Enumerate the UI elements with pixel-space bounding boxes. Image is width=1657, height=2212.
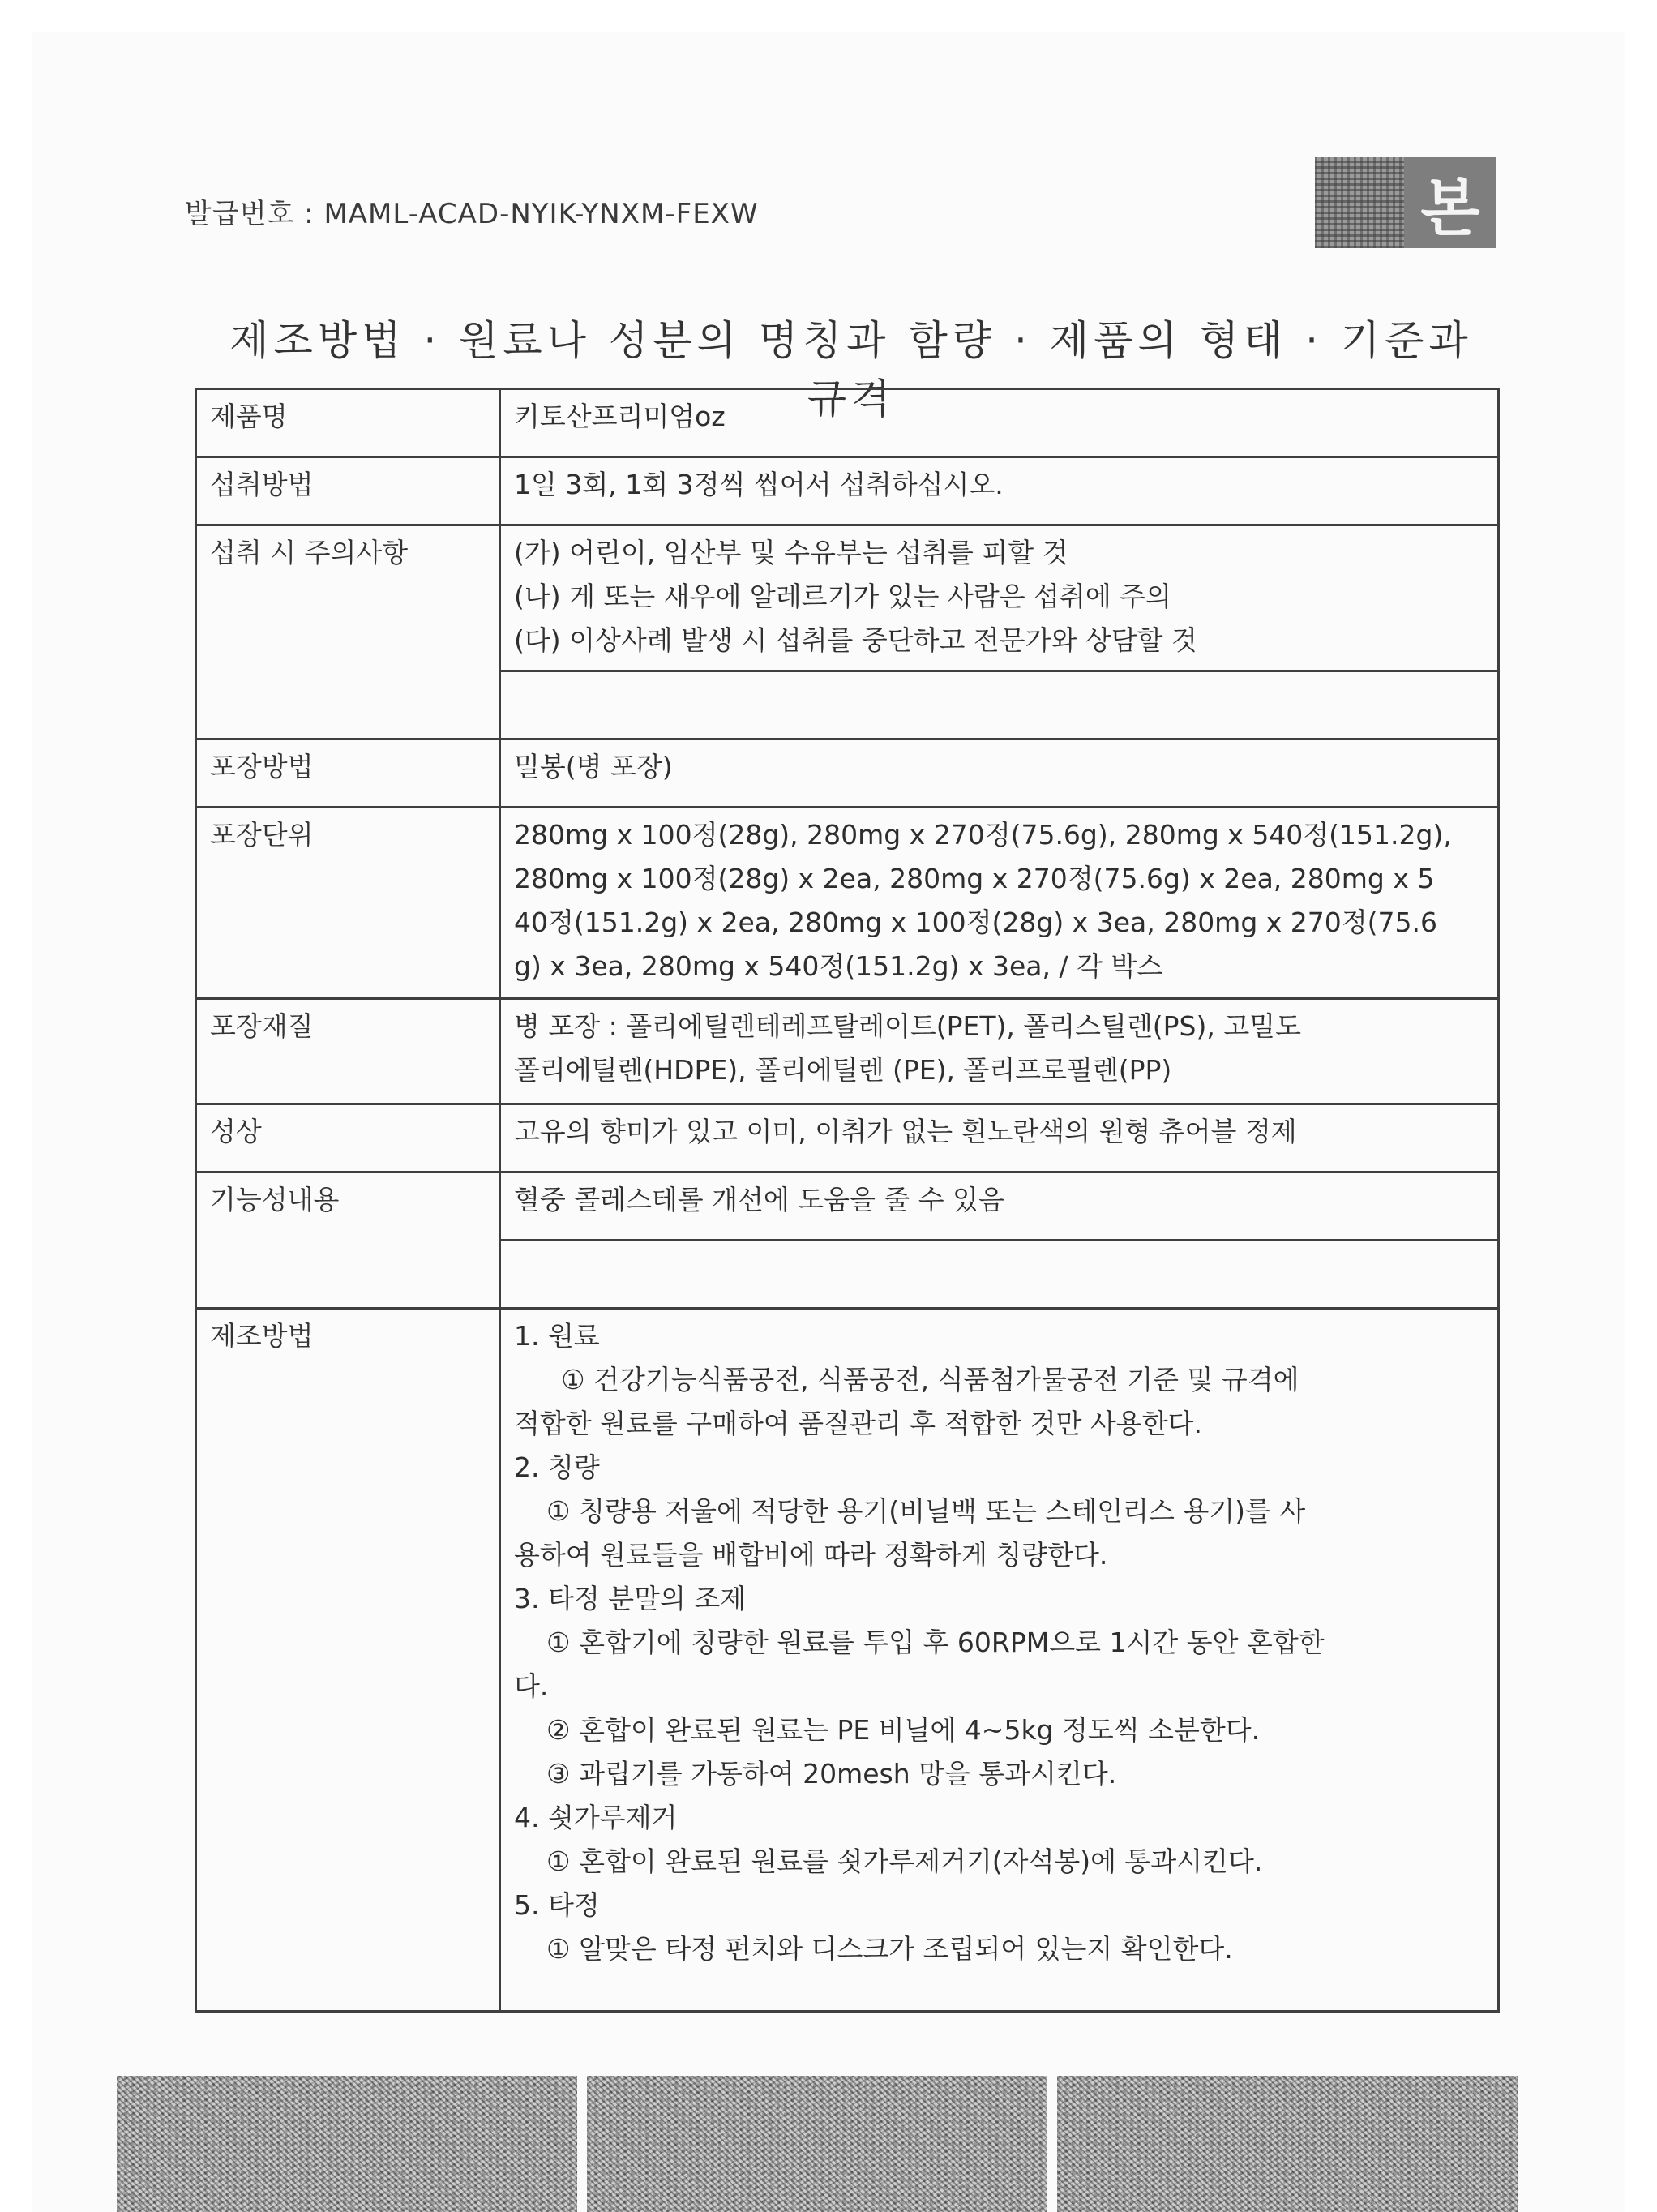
row-label: 제품명 bbox=[196, 389, 500, 457]
stamp-text: 본 bbox=[1404, 157, 1496, 248]
method-line: 5. 타정 bbox=[514, 1889, 600, 1921]
table-row bbox=[196, 1104, 1499, 1172]
row-label: 기능성내용 bbox=[196, 1172, 500, 1309]
row-label: 포장방법 bbox=[196, 739, 500, 808]
row-label: 제조방법 bbox=[196, 1309, 500, 2012]
empty-cell bbox=[500, 1241, 1499, 1309]
table-row bbox=[196, 457, 1499, 525]
row-label: 섭취방법 bbox=[196, 457, 500, 525]
method-line: ① 혼합이 완료된 원료를 쇳가루제거기(자석봉)에 통과시킨다. bbox=[546, 1845, 1263, 1877]
security-pattern-strip bbox=[117, 2076, 1518, 2212]
row-value bbox=[500, 525, 1499, 671]
method-line: 적합한 원료를 구매하여 품질관리 후 적합한 것만 사용한다. bbox=[514, 1408, 1202, 1439]
table-row bbox=[196, 525, 1499, 671]
security-pattern-block bbox=[587, 2076, 1047, 2212]
issue-number: 발급번호 : MAML-ACAD-NYIK-YNXM-FEXW bbox=[185, 198, 759, 230]
method-line: ① 건강기능식품공전, 식품공전, 식품첨가물공전 기준 및 규격에 bbox=[561, 1364, 1299, 1395]
table-row bbox=[196, 999, 1499, 1104]
security-pattern-block bbox=[1057, 2076, 1518, 2212]
method-line: ③ 과립기를 가동하여 20mesh 망을 통과시킨다. bbox=[546, 1758, 1117, 1790]
unit-line: 280mg x 100정(28g), 280mg x 270정(75.6g), 280mg x 540정(151.2g), bbox=[514, 819, 1452, 851]
row-value: 키토산프리미엄oz bbox=[500, 389, 1499, 457]
row-label: 포장재질 bbox=[196, 999, 500, 1104]
material-line: 폴리에틸렌(HDPE), 폴리에틸렌 (PE), 폴리프로필렌(PP) bbox=[514, 1054, 1172, 1086]
security-pattern-block bbox=[117, 2076, 577, 2212]
caution-line: (나) 게 또는 새우에 알레르기가 있는 사람은 섭취에 주의 bbox=[514, 581, 1171, 612]
method-line: ① 칭량용 저울에 적당한 용기(비닐백 또는 스테인리스 용기)를 사 bbox=[546, 1495, 1306, 1527]
row-value: 밀봉(병 포장) bbox=[500, 739, 1499, 808]
row-value bbox=[500, 808, 1499, 999]
empty-cell bbox=[500, 671, 1499, 739]
method-line: 다. bbox=[514, 1670, 549, 1702]
method-line: 4. 쇳가루제거 bbox=[514, 1802, 678, 1833]
method-line: ① 알맞은 타정 펀치와 디스크가 조립되어 있는지 확인한다. bbox=[546, 1933, 1233, 1965]
row-label: 포장단위 bbox=[196, 808, 500, 999]
row-value: 혈중 콜레스테롤 개선에 도움을 줄 수 있음 bbox=[500, 1172, 1499, 1241]
unit-line: g) x 3ea, 280mg x 540정(151.2g) x 3ea, / 각 박스 bbox=[514, 950, 1163, 982]
original-stamp bbox=[1315, 157, 1496, 248]
stamp-pattern bbox=[1315, 157, 1404, 248]
unit-line: 40정(151.2g) x 2ea, 280mg x 100정(28g) x 3ea, 280mg x 270정(75.6 bbox=[514, 907, 1438, 938]
method-line: 용하여 원료들을 배합비에 따라 정확하게 칭량한다. bbox=[514, 1539, 1108, 1571]
document-title: 제조방법 · 원료나 성분의 명칭과 함량 · 제품의 형태 · 기준과 규격 bbox=[229, 317, 1473, 422]
caution-line: (가) 어린이, 임산부 및 수유부는 섭취를 피할 것 bbox=[514, 537, 1068, 568]
row-value: 고유의 향미가 있고 이미, 이취가 없는 흰노란색의 원형 츄어블 정제 bbox=[500, 1104, 1499, 1172]
method-line: 2. 칭량 bbox=[514, 1451, 600, 1483]
table-row bbox=[196, 1172, 1499, 1241]
table-row bbox=[196, 1309, 1499, 2012]
unit-line: 280mg x 100정(28g) x 2ea, 280mg x 270정(75.6g) x 2ea, 280mg x 5 bbox=[514, 863, 1435, 894]
row-value: 1일 3회, 1회 3정씩 씹어서 섭취하십시오. bbox=[500, 457, 1499, 525]
caution-line: (다) 이상사례 발생 시 섭취를 중단하고 전문가와 상담할 것 bbox=[514, 624, 1197, 656]
material-line: 병 포장 : 폴리에틸렌테레프탈레이트(PET), 폴리스틸렌(PS), 고밀도 bbox=[514, 1010, 1301, 1042]
row-label: 섭취 시 주의사항 bbox=[196, 525, 500, 739]
method-line: 3. 타정 분말의 조제 bbox=[514, 1583, 747, 1614]
row-label: 성상 bbox=[196, 1104, 500, 1172]
row-value bbox=[500, 999, 1499, 1104]
spec-table bbox=[195, 388, 1500, 2013]
table-row bbox=[196, 389, 1499, 457]
method-line: ① 혼합기에 칭량한 원료를 투입 후 60RPM으로 1시간 동안 혼합한 bbox=[546, 1627, 1325, 1658]
method-line: 1. 원료 bbox=[514, 1320, 600, 1352]
table-row bbox=[196, 739, 1499, 808]
row-value bbox=[500, 1309, 1499, 2012]
method-line: ② 혼합이 완료된 원료는 PE 비닐에 4~5kg 정도씩 소분한다. bbox=[546, 1714, 1261, 1746]
table-row bbox=[196, 808, 1499, 999]
